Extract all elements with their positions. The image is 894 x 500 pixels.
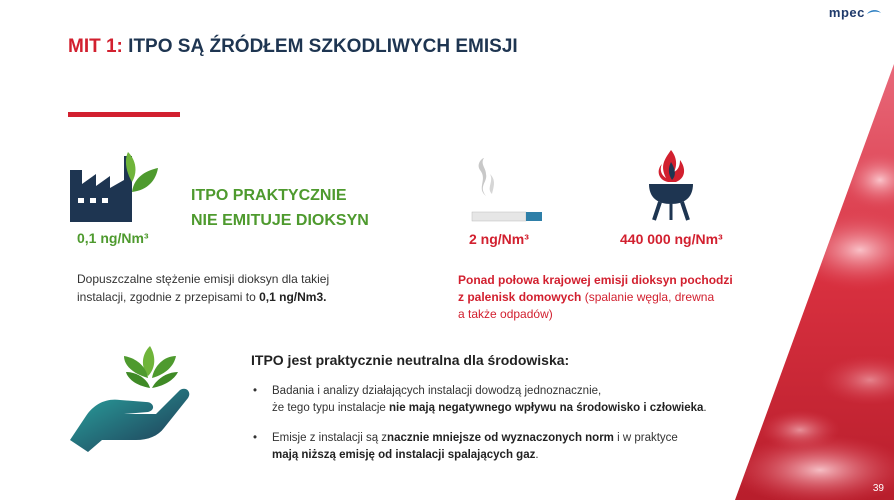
cigarette-icon: [470, 158, 544, 224]
desc-line1: Dopuszczalne stężenie emisji dioksyn dla takiej: [77, 272, 330, 286]
grill-icon: [646, 148, 696, 222]
title-accent-bar: [68, 112, 180, 117]
bullet-dot: •: [253, 385, 258, 397]
cigarette-emission-value: 2 ng/Nm³: [469, 231, 529, 247]
factory-icon: [68, 146, 160, 224]
bullet-item: [253, 383, 723, 417]
neutral-bullet-list: [253, 383, 723, 477]
page-number: 39: [872, 483, 884, 494]
home-emission-line3: a także odpadów): [458, 307, 553, 321]
grill-emission-value: 440 000 ng/Nm³: [620, 231, 723, 247]
itpo-emission-value: 0,1 ng/Nm³: [77, 230, 149, 246]
home-emission-line1: Ponad połowa krajowej emisji dioksyn pochodzi: [458, 273, 733, 287]
bullet-item: [253, 430, 723, 464]
headline-line2: NIE EMITUJE DIOKSYN: [191, 212, 369, 229]
desc-line2: instalacji, zgodnie z przepisami to 0,1 ng/Nm3.: [77, 290, 327, 304]
bullet2-line2: mają niższą emisję od instalacji spalających gaz.: [272, 449, 539, 461]
title-main: ITPO SĄ ŹRÓDŁEM SZKODLIWYCH EMISJI: [128, 36, 518, 57]
page-title: [68, 36, 518, 58]
home-emission-text: [458, 272, 778, 323]
itpo-description: [77, 270, 329, 306]
home-emission-line2: z palenisk domowych (spalanie węgla, drewna: [458, 290, 715, 304]
mpec-logo: mpec: [829, 5, 882, 20]
bullet2-line1: Emisje z instalacji są znacznie mniejsze od wyznaczonych norm i w praktyce: [272, 432, 678, 444]
hand-plant-icon: [68, 344, 192, 454]
bullet1-line1: Badania i analizy działających instalacji dowodzą jednoznacznie,: [272, 385, 602, 397]
neutral-heading: ITPO jest praktycznie neutralna dla środowiska:: [251, 352, 570, 368]
title-prefix: MIT 1:: [68, 36, 123, 57]
bullet-dot: •: [253, 432, 258, 444]
bullet1-line2: że tego typu instalacje nie mają negatywnego wpływu na środowisko i człowieka.: [272, 402, 707, 414]
itpo-headline: [191, 183, 369, 233]
logo-swoosh-icon: [866, 9, 882, 19]
headline-line1: ITPO PRAKTYCZNIE: [191, 187, 347, 204]
